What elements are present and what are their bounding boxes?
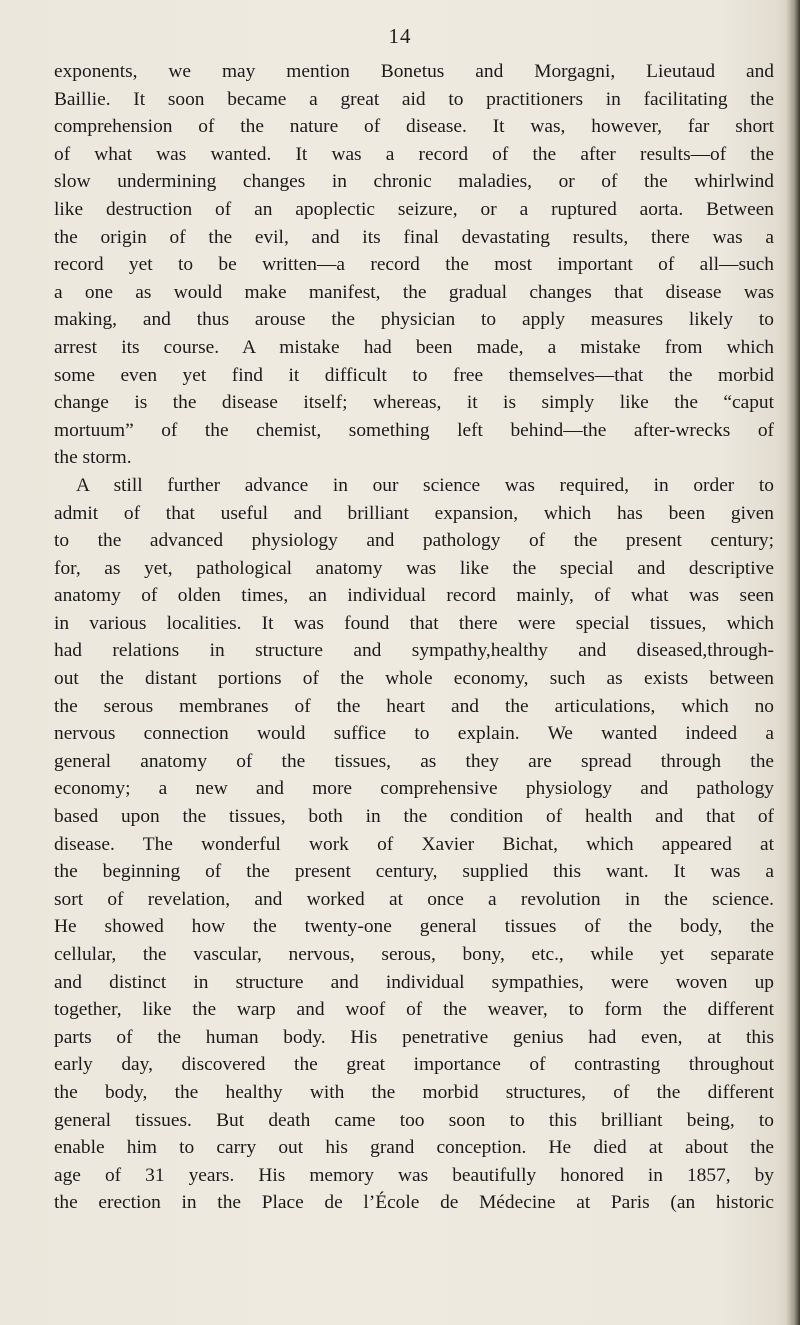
text-line: the erection in the Place de l’École de Médecine at Paris (an historic [54,1192,774,1214]
text-line: general anatomy of the tissues, as they are spread through the [54,750,774,772]
text-line: out the distant portions of the whole economy, such as exists between [54,668,774,690]
text-line: mortuum” of the chemist, something left behind—the after-wrecks of [54,419,774,441]
text-line: anatomy of olden times, an individual record mainly, of what was seen [54,585,774,607]
text-line: admit of that useful and brilliant expansion, which has been given [54,502,774,524]
text-line: change is the disease itself; whereas, it is simply like the “caput [54,392,774,414]
text-line: economy; a new and more comprehensive physiology and pathology [54,778,774,800]
text-line: making, and thus arouse the physician to apply measures likely to [54,309,774,331]
text-line: comprehension of the nature of disease. It was, however, far short [54,116,774,138]
text-line: A still further advance in our science was required, in order to [76,474,774,496]
text-line: Baillie. It soon became a great aid to practitioners in facilitating the [54,88,774,110]
text-line: some even yet find it difficult to free themselves—that the morbid [54,364,774,386]
text-line: of what was wanted. It was a record of the after results—of the [54,143,774,165]
text-line: the body, the healthy with the morbid structures, of the different [54,1081,774,1103]
text-line: cellular, the vascular, nervous, serous, bony, etc., while yet separate [54,944,774,965]
text-line: general tissues. But death came too soon to this brilliant being, to [54,1109,774,1131]
text-line: based upon the tissues, both in the condition of health and that of [54,806,774,828]
text-line: early day, discovered the great importance of contrasting throughout [54,1054,774,1076]
body-text [54,58,774,1217]
text-line: a one as would make manifest, the gradual changes that disease was [54,281,774,303]
text-line: had relations in structure and sympathy,healthy and diseased,through- [54,640,774,662]
page-number: 14 [388,24,412,48]
text-line: the origin of the evil, and its final devastating results, there was a [54,226,774,248]
text-line: together, like the warp and woof of the weaver, to form the different [54,999,774,1021]
text-line: to the advanced physiology and pathology of the present century; [54,530,774,552]
text-line: age of 31 years. His memory was beautifully honored in 1857, by [54,1164,774,1186]
text-line: disease. The wonderful work of Xavier Bichat, which appeared at [54,833,774,855]
text-line: the serous membranes of the heart and the articulations, which no [54,695,774,717]
text-line: the storm. [54,447,132,469]
text-line: parts of the human body. His penetrative genius had even, at this [54,1026,774,1048]
text-line: sort of revelation, and worked at once a revolution in the science. [54,888,774,910]
text-line: arrest its course. A mistake had been made, a mistake from which [54,336,774,358]
text-line: enable him to carry out his grand conception. He died at about the [54,1137,774,1159]
text-line: in various localities. It was found that there were special tissues, which [54,612,774,634]
text-line: like destruction of an apoplectic seizure, or a ruptured aorta. Between [54,198,774,220]
text-line: for, as yet, pathological anatomy was like the special and descriptive [54,557,774,579]
text-line: He showed how the twenty-one general tissues of the body, the [54,916,774,938]
text-line: exponents, we may mention Bonetus and Morgagni, Lieutaud and [54,61,774,82]
text-line: the beginning of the present century, supplied this want. It was a [54,861,774,883]
page-edge-shadow [786,0,800,1325]
text-line: slow undermining changes in chronic maladies, or of the whirlwind [54,171,774,193]
text-line: record yet to be written—a record the most important of all—such [54,254,774,276]
text-line: and distinct in structure and individual sympathies, were woven up [54,971,774,993]
text-line: nervous connection would suffice to explain. We wanted indeed a [54,723,774,745]
